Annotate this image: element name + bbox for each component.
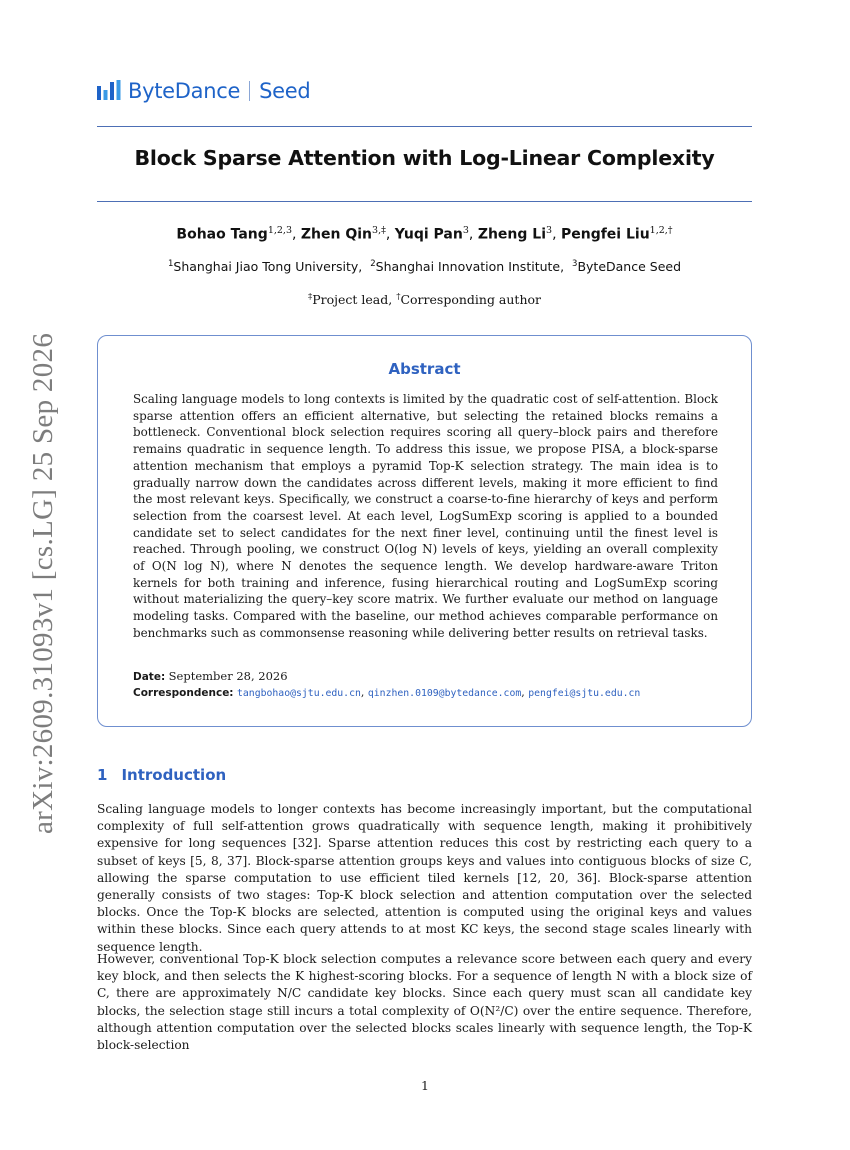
email-link[interactable]: pengfei@sjtu.edu.cn — [528, 688, 641, 699]
affiliation-mark: 1 — [167, 259, 174, 269]
affiliation-mark: 2 — [370, 259, 376, 269]
author-name: Zheng Li — [477, 226, 547, 243]
section-title: Introduction — [121, 766, 227, 784]
author-marks: 1,2,3 — [267, 225, 292, 236]
author-name: Zhen Qin — [300, 226, 373, 243]
affiliation-list: $^1$Shanghai Jiao Tong University, $^2$Shanghai Innovation Institute, $^3$ByteDance Seed — [167, 259, 682, 275]
date-value: September 28, 2026 — [168, 669, 288, 683]
body-paragraph: Scaling language models to longer contexts has become increasingly important, but the computational complexity of full self-attention grows quadratically with sequence length, making it prohibitively expensive for long sequences [32]. Sparse attention reduces this cost by restricting each query to a subset of keys [5, 8, 37]. Block-sparse attention groups keys and values into contiguous blocks of size C, allowing the sparse computation to use efficient tiled kernels [12, 20, 36]. Block-sparse attention generally consists of two stages: Top-K block selection and attention computation over the selected blocks. Once the Top-K blocks are selected, attention is computed using the original keys and values within these blocks. Since each query attends to at most KC keys, the second stage scales linearly with sequence length. — [97, 802, 752, 954]
abstract-box — [97, 335, 752, 727]
title-top-rule — [97, 126, 752, 127]
affiliation-name: ByteDance Seed — [577, 259, 682, 275]
title-bottom-rule — [97, 201, 752, 202]
abstract-text: Scaling language models to long contexts is limited by the quadratic cost of self-attention. Block sparse attention offers an efficient alternative, but selecting the retained blocks remains a bottleneck. Conventional block selection requires scoring all query–block pairs and therefore remains quadratic in sequence length. To address this issue, we propose PISA, a block-sparse attention mechanism that employs a pyramid Top-K selection strategy. The main idea is to gradually narrow down the candidates across different levels, making it more efficient to find the most relevant keys. Specifically, we construct a coarse-to-fine hierarchy of keys and perform selection from the coarsest level. At each level, LogSumExp scoring is applied to a bounded candidate set to select candidates for the next finer level, continuing until the finest level is reached. Through pooling, we construct O(log N) levels of keys, yielding an overall complexity of O(N log N), where N denotes the sequence length. We develop hardware-aware Triton kernels for both training and inference, fusing hierarchical routing and LogSumExp scoring without materializing the query–key score matrix. We further evaluate our method on language modeling tasks. Compared with the baseline, our method achieves comparable performance on benchmarks such as commonsense reasoning while delivering better results on retrieval tasks. — [133, 392, 718, 640]
note-mark: † — [396, 292, 401, 302]
author-marks: 3 — [546, 225, 553, 236]
logo-product-text: Seed — [259, 79, 311, 103]
date-line — [133, 669, 723, 683]
correspondence-line: Correspondence: tangbohao@sjtu.edu.cn, qinzhen.0109@bytedance.com, pengfei@sjtu.edu.cn — [133, 686, 641, 699]
author-marks: 3,‡ — [372, 225, 386, 236]
note-mark: ‡ — [307, 292, 313, 302]
bytedance-seed-logo — [97, 76, 310, 106]
affiliation-name: Shanghai Jiao Tong University — [173, 259, 359, 275]
logo-divider — [249, 81, 250, 101]
paper-title: Block Sparse Attention with Log-Linear Complexity — [134, 146, 715, 170]
affiliation-mark: 3 — [572, 259, 578, 269]
body-paragraph: However, conventional Top-K block selection computes a relevance score between each query and every key block, and then selects the K highest-scoring blocks. For a sequence of length N with a block size of C, there are approximately N/C candidate key blocks. Since each query must scan all candidate key blocks, the selection stage still incurs a total complexity of O(N²/C) over the entire sequence. Therefore, although attention computation over the selected blocks scales linearly with sequence length, the Top-K block-selection — [97, 952, 752, 1053]
abstract-heading: Abstract — [388, 360, 461, 378]
author-name: Bohao Tang — [176, 226, 268, 243]
bytedance-bars-icon — [97, 80, 121, 102]
page-number: 1 — [421, 1078, 429, 1093]
author-name: Pengfei Liu — [560, 226, 650, 243]
author-notes: ‡Project lead, †Corresponding author — [307, 292, 542, 308]
affiliation-name: Shanghai Innovation Institute — [375, 259, 561, 275]
author-name: Yuqi Pan — [394, 226, 463, 243]
section-heading — [97, 766, 226, 784]
author-marks: 3 — [462, 225, 469, 236]
note-text: Corresponding author — [400, 292, 542, 308]
correspondence-label: Correspondence: — [133, 687, 234, 699]
section-number: 1 — [97, 766, 108, 784]
arxiv-identifier-stamp: arXiv:2609.31093v1 [cs.LG] 25 Sep 2026 — [27, 332, 59, 834]
author-marks: 1,2,† — [649, 225, 673, 236]
email-link[interactable]: qinzhen.0109@bytedance.com — [367, 688, 522, 699]
note-text: Project lead — [312, 292, 389, 308]
author-list: Bohao Tang$^{1,2,3}$, Zhen Qin$^{3,\ddagger}$, Yuqi Pan$^3$, Zheng Li$^3$, Pengfei Liu$^{1,2,\dagger}$ — [176, 225, 673, 243]
date-label: Date: — [133, 671, 166, 683]
logo-brand-text: ByteDance — [128, 79, 241, 103]
email-link[interactable]: tangbohao@sjtu.edu.cn — [237, 688, 361, 699]
